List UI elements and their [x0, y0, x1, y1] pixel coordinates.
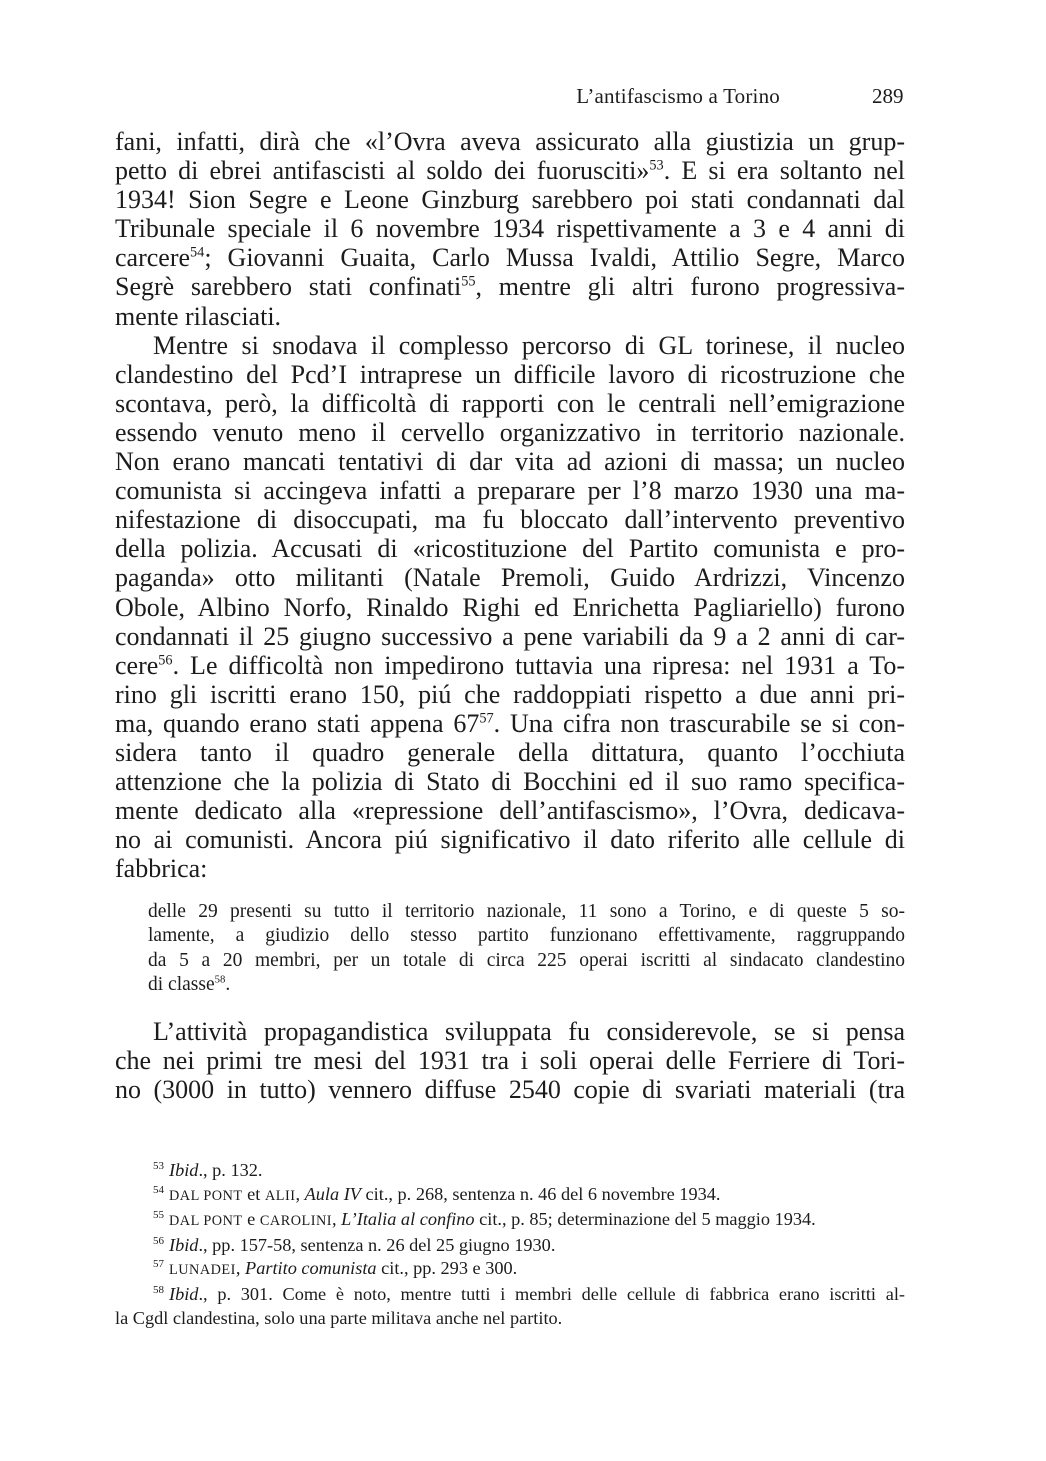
text-line: Tribunale speciale il 6 novembre 1934 rispettivamente a 3 e 4 anni di	[115, 214, 905, 244]
footnote-55: $^{55}$ DAL PONT e CAROLINI, L’Italia al confino cit., p. 85; determinazione del 5 maggio 1934.	[153, 1209, 816, 1230]
text-line: mente rilasciati.	[115, 301, 282, 331]
text-line: ma, quando erano stati appena $67^{57}$. Una cifra non trascurabile se si con-	[115, 708, 905, 738]
quote-line: lamente, a giudizio dello stesso partito funzionano effettivamente, raggruppando	[148, 925, 905, 947]
footnote-ref: 56	[158, 652, 173, 669]
main-text	[115, 127, 905, 883]
text-line: sidera tanto il quadro generale della dittatura, quanto l’occhiuta	[115, 737, 905, 767]
footnote-54: $^{54}$ DAL PONT et ALII, Aula IV cit., p. 268, sentenza n. 46 del 6 novembre 1934.	[153, 1183, 721, 1204]
footnote-ref: 55	[461, 273, 476, 290]
paragraph-3	[115, 1017, 905, 1104]
quote-line: da 5 a 20 membri, per un totale di circa 225 operai iscritti al sindacato clandestino	[148, 949, 905, 971]
footnote-ref: 53	[649, 157, 664, 174]
quote-line: delle 29 presenti su tutto il territorio nazionale, 11 sono a Torino, e di queste 5 so-	[148, 901, 905, 922]
text-line: condannati il 25 giugno successivo a pene variabili da 9 a 2 anni di car-	[115, 621, 905, 651]
page-header	[0, 84, 1046, 114]
text-line: Segrè sarebbero stati confinati$^{55}$, mentre gli altri furono progressiva-	[115, 272, 905, 302]
text-line: scontava, però, la difficoltà di rapporti con le centrali nell’emigrazione	[115, 388, 905, 418]
text-line: nifestazione di disoccupati, ma fu bloccato dall’intervento preventivo	[115, 505, 905, 535]
footnote-53: $^{53}$ Ibid., p. 132.	[153, 1159, 263, 1180]
text-line: Mentre si snodava il complesso percorso di GL torinese, il nucleo	[153, 330, 905, 360]
text-line: 1934! Sion Segre e Leone Ginzburg sarebbero poi stati condannati dal	[115, 185, 905, 215]
paragraph-2	[115, 331, 905, 884]
text-line: paganda» otto militanti (Natale Premoli, Guido Ardrizzi, Vincenzo	[115, 563, 905, 593]
text-line: essendo venuto meno il cervello organizzativo in territorio nazionale.	[115, 417, 905, 447]
text-line: fabbrica:	[115, 854, 208, 884]
footnote-58: $^{58}$ Ibid., p. 301. Come è noto, mentre tutti i membri delle cellule di fabbrica erano iscritti al- la Cgdl clandestina, solo una parte militava anche nel partito.	[115, 1283, 905, 1328]
text-line: no (3000 in tutto) vennero diffuse 2540 copie di svariati materiali (tra	[115, 1075, 905, 1105]
footnotes	[115, 1159, 905, 1330]
text-line: cere$^{56}$. Le difficoltà non impedirono tuttavia una ripresa: nel 1931 a To-	[115, 650, 905, 680]
text-line: carcere$^{54}$; Giovanni Guaita, Carlo Mussa Ivaldi, Attilio Segre, Marco	[115, 243, 905, 273]
text-line: Non erano mancati tentativi di dar vita ad azioni di massa; un nucleo	[115, 447, 905, 477]
quote-line: di classe$^{58}$.	[148, 973, 231, 996]
text-line: fani, infatti, dirà che «l’Ovra aveva assicurato alla giustizia un grup-	[115, 127, 905, 156]
text-line: della polizia. Accusati di «ricostituzione del Partito comunista e pro-	[115, 534, 905, 564]
footnote-57: $^{57}$ LUNADEI, Partito comunista cit., pp. 293 e 300.	[153, 1258, 518, 1279]
text-line: rino gli iscritti erano 150, piú che raddoppiati rispetto a due anni pri-	[115, 679, 905, 709]
text-line: comunista si accingeva infatti a preparare per l’8 marzo 1930 una ma-	[115, 476, 905, 506]
text-line: Obole, Albino Norfo, Rinaldo Righi ed Enrichetta Pagliariello) furono	[115, 592, 905, 622]
footnote-ref: 57	[479, 710, 494, 727]
text-line: mente dedicato alla «repressione dell’antifascismo», l’Ovra, dedicava-	[115, 796, 905, 826]
text-line: petto di ebrei antifascisti al soldo dei fuorusciti»$^{53}$. E si era soltanto nel	[115, 156, 905, 186]
footnote-56: $^{56}$ Ibid., pp. 157-58, sentenza n. 26 del 25 giugno 1930.	[153, 1234, 556, 1255]
paragraph-1	[115, 127, 905, 331]
text-line: L’attività propagandistica sviluppata fu considerevole, se si pensa	[153, 1017, 905, 1046]
running-title: L’antifascismo a Torino	[576, 84, 780, 108]
text-line: attenzione che la polizia di Stato di Bocchini ed il suo ramo specifica-	[115, 767, 905, 797]
page-number: 289	[872, 84, 904, 108]
text-line: no ai comunisti. Ancora piú significativo il dato riferito alle cellule di	[115, 825, 905, 855]
block-quote	[148, 900, 905, 998]
text-line: che nei primi tre mesi del 1931 tra i soli operai delle Ferriere di Tori-	[115, 1046, 905, 1076]
footnote-ref: 58	[214, 973, 226, 986]
text-line: clandestino del Pcd’I intraprese un difficile lavoro di ricostruzione che	[115, 359, 905, 389]
footnote-ref: 54	[190, 244, 205, 261]
